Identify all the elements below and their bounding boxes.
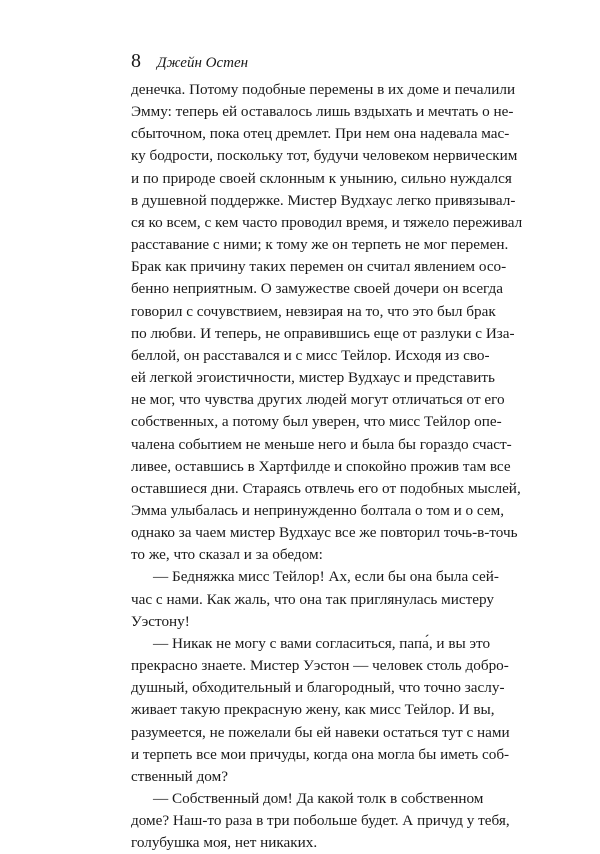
text-line: оставшиеся дни. Стараясь отвлечь его от подобных мыслей, xyxy=(131,479,521,497)
text-line: голубушка моя, нет никаких. xyxy=(131,834,318,852)
text-line: и терпеть все мои причуды, когда она могла бы иметь соб- xyxy=(131,745,510,763)
text-line: бенно неприятным. О замужестве своей дочери он всегда xyxy=(131,280,503,298)
text-line: беллой, он расставался и с мисс Тейлор. Исходя из сво- xyxy=(131,346,490,364)
text-line: ей легкой эгоистичности, мистер Вудхаус и представить xyxy=(131,369,495,387)
text-line: денечка. Потому подобные перемены в их доме и печалили xyxy=(131,81,516,98)
text-line: душный, обходительный и благородный, что точно заслу- xyxy=(131,679,505,697)
text-line: прекрасно знаете. Мистер Уэстон — человек столь добро- xyxy=(131,657,509,675)
text-line: Уэстону! xyxy=(131,612,190,630)
text-line: по любви. И теперь, не оправившись еще от разлуки с Иза- xyxy=(131,324,515,342)
text-line: то же, что сказал и за обедом: xyxy=(131,546,323,564)
text-line: Брак как причину таких перемен он считал явлением осо- xyxy=(131,258,507,276)
text-line: говорил с сочувствием, невзирая на то, что это был брак xyxy=(131,302,496,320)
text-line: собственных, а потому был уверен, что мисс Тейлор опе- xyxy=(131,413,502,431)
body-text xyxy=(131,79,523,854)
text-line: доме? Наш-то раза в три побольше будет. А причуд у тебя, xyxy=(131,812,510,830)
text-line: ливее, оставшись в Хартфилде и спокойно прожив там все xyxy=(131,457,511,475)
running-title-author: Джейн Остен xyxy=(157,55,249,71)
dialogue-line: — Бедняжка мисс Тейлор! Ах, если бы она была сей- xyxy=(153,568,499,586)
dialogue-line: — Никак не могу с вами согласиться, папа́, и вы это xyxy=(153,634,491,652)
text-line: в душевной поддержке. Мистер Вудхаус легко привязывал- xyxy=(131,191,516,209)
text-line: ку бодрости, поскольку тот, будучи человеком нервическим xyxy=(131,147,518,165)
text-line: и по природе своей склонным к унынию, сильно нуждался xyxy=(131,169,512,187)
running-head xyxy=(131,50,248,73)
text-line: ственный дом? xyxy=(131,767,228,785)
text-line: час с нами. Как жаль, что она так приглянулась мистеру xyxy=(131,590,494,608)
text-line: живает такую прекрасную жену, как мисс Тейлор. И вы, xyxy=(131,701,495,719)
text-line: чалена событием не меньше него и была бы гораздо счаст- xyxy=(131,435,512,453)
text-line: сбыточном, пока отец дремлет. При нем она надевала мас- xyxy=(131,125,510,143)
page-number: 8 xyxy=(131,50,141,72)
text-line: однако за чаем мистер Вудхаус все же повторил точь-в-точь xyxy=(131,524,518,542)
text-line: расставание с ними; к тому же он терпеть не мог перемен. xyxy=(131,236,509,254)
text-line: Эмма улыбалась и непринужденно болтала о том и о сем, xyxy=(131,501,504,519)
text-line: не мог, что чувства других людей могут отличаться от его xyxy=(131,391,505,409)
text-line: ся ко всем, с кем часто проводил время, и тяжело переживал xyxy=(131,213,523,231)
text-line: Эмму: теперь ей оставалось лишь вздыхать и мечтать о не- xyxy=(131,103,514,121)
text-line: разумеется, не пожелали бы ей навеки остаться тут с нами xyxy=(131,723,510,741)
dialogue-line: — Собственный дом! Да какой толк в собственном xyxy=(153,790,484,807)
